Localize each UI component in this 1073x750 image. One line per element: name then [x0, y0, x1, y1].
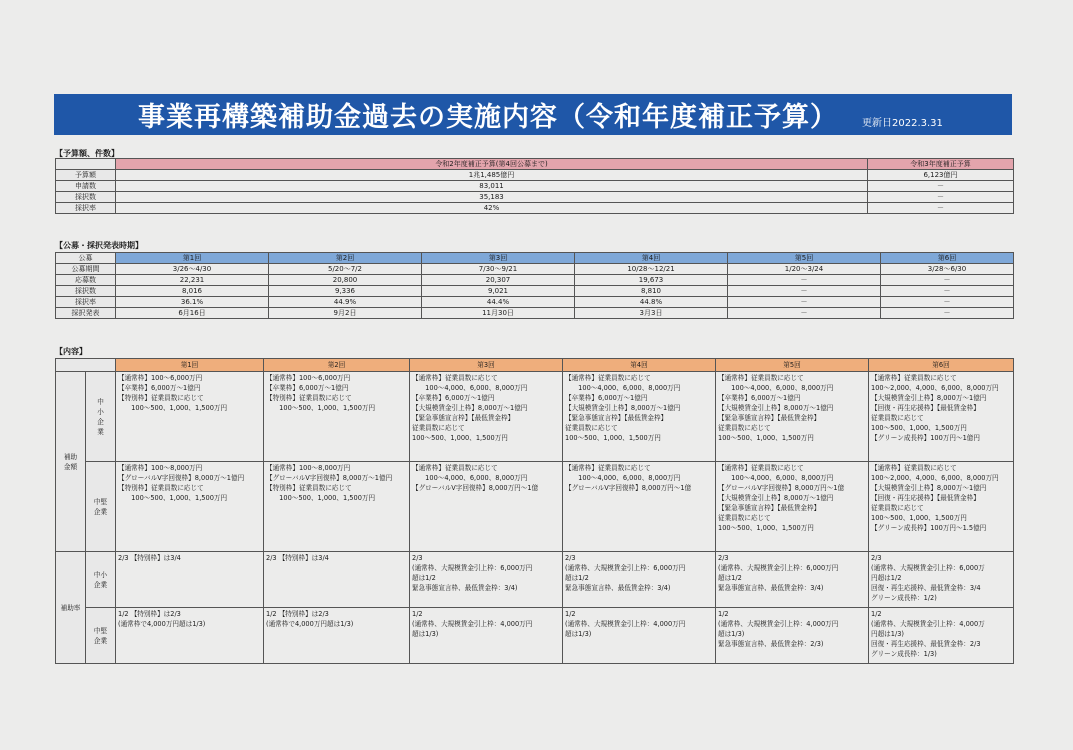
- cell: 19,673: [575, 275, 728, 286]
- cell: 11月30日: [422, 308, 575, 319]
- cell: －: [868, 181, 1014, 192]
- row-label: 応募数: [56, 275, 116, 286]
- cell: 22,231: [116, 275, 269, 286]
- cell: 【通常枠】従業員数に応じて 100～4,000、6,000、8,000万円 【卒業枠】6,000万～1億円 【大規模賃金引上枠】8,000万～1億円 【緊急事態宣言枠】【最低賃金枠】 従業員数に応じて 100～500、1,000、1,500万円: [716, 372, 869, 462]
- round-header: 第5回: [728, 253, 881, 264]
- cell: 【通常枠】従業員数に応じて 100～4,000、6,000、8,000万円 【卒業枠】6,000万～1億円 【大規模賃金引上枠】8,000万～1億円 【緊急事態宣言枠】【最低賃金枠】 従業員数に応じて 100～500、1,000、1,500万円: [563, 372, 716, 462]
- cell: 9月2日: [269, 308, 422, 319]
- cell: 【通常枠】100～8,000万円 【グローバルV字回復枠】8,000万～1億円 【特別枠】従業員数に応じて 100～500、1,000、1,500万円: [264, 462, 410, 552]
- round-header: 第2回: [269, 253, 422, 264]
- table-row: [56, 286, 1014, 297]
- title-banner: [54, 94, 1012, 135]
- content-section-label: 【内容】: [55, 347, 87, 356]
- table-row: [56, 275, 1014, 286]
- row-label: 採択率: [56, 203, 116, 214]
- cell: 44.9%: [269, 297, 422, 308]
- updated-date: 更新日2022.3.31: [862, 118, 943, 129]
- table-row: [56, 297, 1014, 308]
- row-label: 採択率: [56, 297, 116, 308]
- schedule-table: [55, 252, 1014, 319]
- row-label: 採択数: [56, 286, 116, 297]
- cell: －: [881, 297, 1014, 308]
- cell: 35,183: [116, 192, 868, 203]
- cell: 【通常枠】100～6,000万円 【卒業枠】6,000万～1億円 【特別枠】従業員数に応じて 100～500、1,000、1,500万円: [116, 372, 264, 462]
- round-header: 第5回: [716, 359, 869, 372]
- cell: 【通常枠】100～8,000万円 【グローバルV字回復枠】8,000万～1億円 【特別枠】従業員数に応じて 100～500、1,000、1,500万円: [116, 462, 264, 552]
- cell: 44.4%: [422, 297, 575, 308]
- round-header: 第3回: [422, 253, 575, 264]
- mid-label: 中堅 企業: [86, 462, 116, 552]
- cell: 【通常枠】従業員数に応じて 100～2,000、4,000、6,000、8,000万円 【大規模賃金引上枠】8,000万～1億円 【回復・再生応援枠】【最低賃金枠】 従業員数に応じて 100～500、1,000、1,500万円 【グリーン成長枠】100万円～1.5億円: [869, 462, 1014, 552]
- cell: 3/26～4/30: [116, 264, 269, 275]
- schedule-corner: 公募: [56, 253, 116, 264]
- cell: 2/3 (通常枠、大規模賃金引上枠：6,000万 円超は1/2 回復・再生応援枠、最低賃金枠：3/4 グリーン成長枠：1/2): [869, 552, 1014, 608]
- cell: －: [881, 308, 1014, 319]
- cell: －: [881, 286, 1014, 297]
- table-row: [56, 552, 1014, 608]
- round-header: 第1回: [116, 253, 269, 264]
- cell: 2/3 【特別枠】は3/4: [264, 552, 410, 608]
- budget-table: [55, 158, 1014, 214]
- cell: 1兆1,485億円: [116, 170, 868, 181]
- cell: 8,810: [575, 286, 728, 297]
- cell: 8,016: [116, 286, 269, 297]
- cell: －: [881, 275, 1014, 286]
- cell: －: [868, 192, 1014, 203]
- row-label: 予算額: [56, 170, 116, 181]
- row-label: 申請数: [56, 181, 116, 192]
- cell: 【通常枠】100～6,000万円 【卒業枠】6,000万～1億円 【特別枠】従業員数に応じて 100～500、1,000、1,500万円: [264, 372, 410, 462]
- cell: 1/2 (通常枠、大規模賃金引上枠：4,000万円 超は1/3) 緊急事態宣言枠、最低賃金枠：2/3): [716, 608, 869, 664]
- cell: 1/2 (通常枠、大規模賃金引上枠：4,000万円 超は1/3): [410, 608, 563, 664]
- round-header: 第2回: [264, 359, 410, 372]
- round-header: 第1回: [116, 359, 264, 372]
- budget-corner: [56, 159, 116, 170]
- table-row: [56, 203, 1014, 214]
- cell: 3月3日: [575, 308, 728, 319]
- cell: 36.1%: [116, 297, 269, 308]
- cell: 1/20～3/24: [728, 264, 881, 275]
- row-label: 公募期間: [56, 264, 116, 275]
- cell: 2/3 (通常枠、大規模賃金引上枠：6,000万円 超は1/2 緊急事態宣言枠、最低賃金枠：3/4): [716, 552, 869, 608]
- cell: 42%: [116, 203, 868, 214]
- table-row: [56, 181, 1014, 192]
- table-row: [56, 372, 1014, 462]
- round-header: 第6回: [869, 359, 1014, 372]
- cell: 1/2 (通常枠、大規模賃金引上枠：4,000万円 超は1/3): [563, 608, 716, 664]
- table-row: [56, 462, 1014, 552]
- cell: －: [728, 308, 881, 319]
- round-header: 第3回: [410, 359, 563, 372]
- cell: 9,336: [269, 286, 422, 297]
- cell: 10/28～12/21: [575, 264, 728, 275]
- sme-label: 中 小 企 業: [86, 372, 116, 462]
- table-row: [56, 308, 1014, 319]
- cell: 7/30～9/21: [422, 264, 575, 275]
- table-row: [56, 608, 1014, 664]
- cell: 9,021: [422, 286, 575, 297]
- cell: 1/2 (通常枠、大規模賃金引上枠：4,000万 円超は1/3) 回復・再生応援枠、最低賃金枠：2/3 グリーン成長枠：1/3): [869, 608, 1014, 664]
- cell: －: [728, 297, 881, 308]
- cell: 2/3 (通常枠、大規模賃金引上枠：6,000万円 超は1/2 緊急事態宣言枠、最低賃金枠：3/4): [410, 552, 563, 608]
- round-header: 第4回: [563, 359, 716, 372]
- cell: 2/3 【特別枠】は3/4: [116, 552, 264, 608]
- cell: 【通常枠】従業員数に応じて 100～4,000、6,000、8,000万円 【グローバルV字回復枠】8,000万円～1億: [563, 462, 716, 552]
- cell: 【通常枠】従業員数に応じて 100～4,000、6,000、8,000万円 【グローバルV字回復枠】8,000万円～1億 【大規模賃金引上枠】8,000万～1億円 【緊急事態宣言枠】【最低賃金枠】 従業員数に応じて 100～500、1,000、1,500万円: [716, 462, 869, 552]
- cell: 2/3 (通常枠、大規模賃金引上枠：6,000万円 超は1/2 緊急事態宣言枠、最低賃金枠：3/4): [563, 552, 716, 608]
- content-corner: [56, 359, 116, 372]
- cell: 6,123億円: [868, 170, 1014, 181]
- mid-rate-label: 中堅 企業: [86, 608, 116, 664]
- cell: 6月16日: [116, 308, 269, 319]
- row-label: 採択発表: [56, 308, 116, 319]
- cell: 44.8%: [575, 297, 728, 308]
- cell: 1/2 【特別枠】は2/3 (通常枠で4,000万円超は1/3): [116, 608, 264, 664]
- cell: 20,800: [269, 275, 422, 286]
- cell: 【通常枠】従業員数に応じて 100～4,000、6,000、8,000万円 【グローバルV字回復枠】8,000万円～1億: [410, 462, 563, 552]
- cell: －: [728, 286, 881, 297]
- budget-col-r3: 令和3年度補正予算: [868, 159, 1014, 170]
- subsidy-rate-label: 補助率: [56, 552, 86, 664]
- cell: 83,011: [116, 181, 868, 192]
- cell: －: [868, 203, 1014, 214]
- sme-rate-label: 中小 企業: [86, 552, 116, 608]
- schedule-section-label: 【公募・採択発表時期】: [55, 241, 143, 250]
- cell: 5/20～7/2: [269, 264, 422, 275]
- row-label: 採択数: [56, 192, 116, 203]
- cell: 【通常枠】従業員数に応じて 100～2,000、4,000、6,000、8,000万円 【大規模賃金引上枠】8,000万～1億円 【回復・再生応援枠】【最低賃金枠】 従業員数に応じて 100～500、1,000、1,500万円 【グリーン成長枠】100万円～1億円: [869, 372, 1014, 462]
- cell: 20,307: [422, 275, 575, 286]
- budget-section-label: 【予算額、件数】: [55, 149, 119, 158]
- cell: 1/2 【特別枠】は2/3 (通常枠で4,000万円超は1/3): [264, 608, 410, 664]
- table-row: [56, 170, 1014, 181]
- subsidy-amount-label: 補助 金額: [56, 372, 86, 552]
- cell: 【通常枠】従業員数に応じて 100～4,000、6,000、8,000万円 【卒業枠】6,000万～1億円 【大規模賃金引上枠】8,000万～1億円 【緊急事態宣言枠】【最低賃金枠】 従業員数に応じて 100～500、1,000、1,500万円: [410, 372, 563, 462]
- round-header: 第6回: [881, 253, 1014, 264]
- table-row: [56, 192, 1014, 203]
- content-table: [55, 358, 1014, 664]
- page-title: 事業再構築補助金過去の実施内容（令和年度補正予算）: [138, 102, 838, 133]
- table-row: [56, 264, 1014, 275]
- budget-col-r2: 令和2年度補正予算(第4回公募まで): [116, 159, 868, 170]
- cell: 3/28～6/30: [881, 264, 1014, 275]
- cell: －: [728, 275, 881, 286]
- round-header: 第4回: [575, 253, 728, 264]
